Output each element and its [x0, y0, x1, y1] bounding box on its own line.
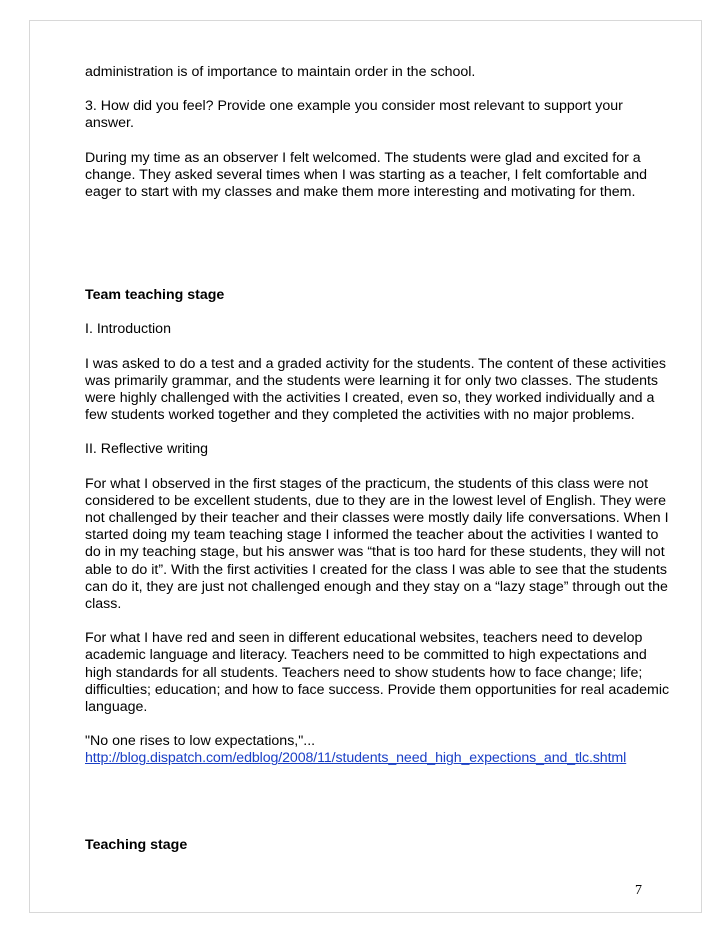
- document-body: [85, 64, 675, 871]
- blog-link[interactable]: http://blog.dispatch.com/edblog/2008/11/students_need_high_expections_and_tlc.shtml: [85, 750, 627, 767]
- paragraph-introduction: I was asked to do a test and a graded activity for the students. The content of these activities was primarily grammar, and the students were learning it for only two classes. The students were highly challenged with the activities I created, even so, they worked individually and a few students worked together and they completed the activities with no major problems.: [85, 355, 666, 424]
- paragraph-reflective-1: For what I observed in the first stages of the practicum, the students of this class were not considered to be excellent students, due to they are in the lowest level of English. They were not challenged by their teacher and their classes were mostly daily life conversations. When I started doing my team teaching stage I informed the teacher about the activities I wanted to do in my teaching stage, but his answer was “that is too hard for these students, they will not able to do it”. With the first activities I created for the class I was able to see that the students can do it, they are just not challenged enough and they stay on a “lazy stage” through out the class.: [85, 475, 669, 613]
- section-introduction-title: I. Introduction: [85, 321, 171, 338]
- spacer: [85, 768, 675, 837]
- question-3: 3. How did you feel? Provide one example you consider most relevant to support your answer.: [85, 98, 623, 132]
- page-number: 7: [635, 883, 642, 898]
- heading-team-teaching: Team teaching stage: [85, 287, 225, 304]
- quote-text: "No one rises to low expectations,"...: [85, 733, 316, 750]
- heading-teaching-stage: Teaching stage: [85, 836, 188, 853]
- paragraph-observer-feelings: During my time as an observer I felt welcomed. The students were glad and excited for a change. They asked several times when I was starting as a teacher, I felt comfortable and eager to start with my classes and make them more interesting and motivating for them.: [85, 149, 648, 201]
- paragraph-administration: administration is of importance to maintain order in the school.: [85, 64, 476, 80]
- spacer: [85, 218, 675, 287]
- paragraph-reflective-2: For what I have red and seen in different educational websites, teachers need to develop academic language and literacy. Teachers need to be committed to high expectations and high standards for all students. Teachers need to show students how to face change; life; difficulties; education; and how to face success. Provide them opportunities for real academic language.: [85, 630, 670, 716]
- quote-block: [85, 733, 675, 767]
- section-reflective-title: II. Reflective writing: [85, 441, 208, 458]
